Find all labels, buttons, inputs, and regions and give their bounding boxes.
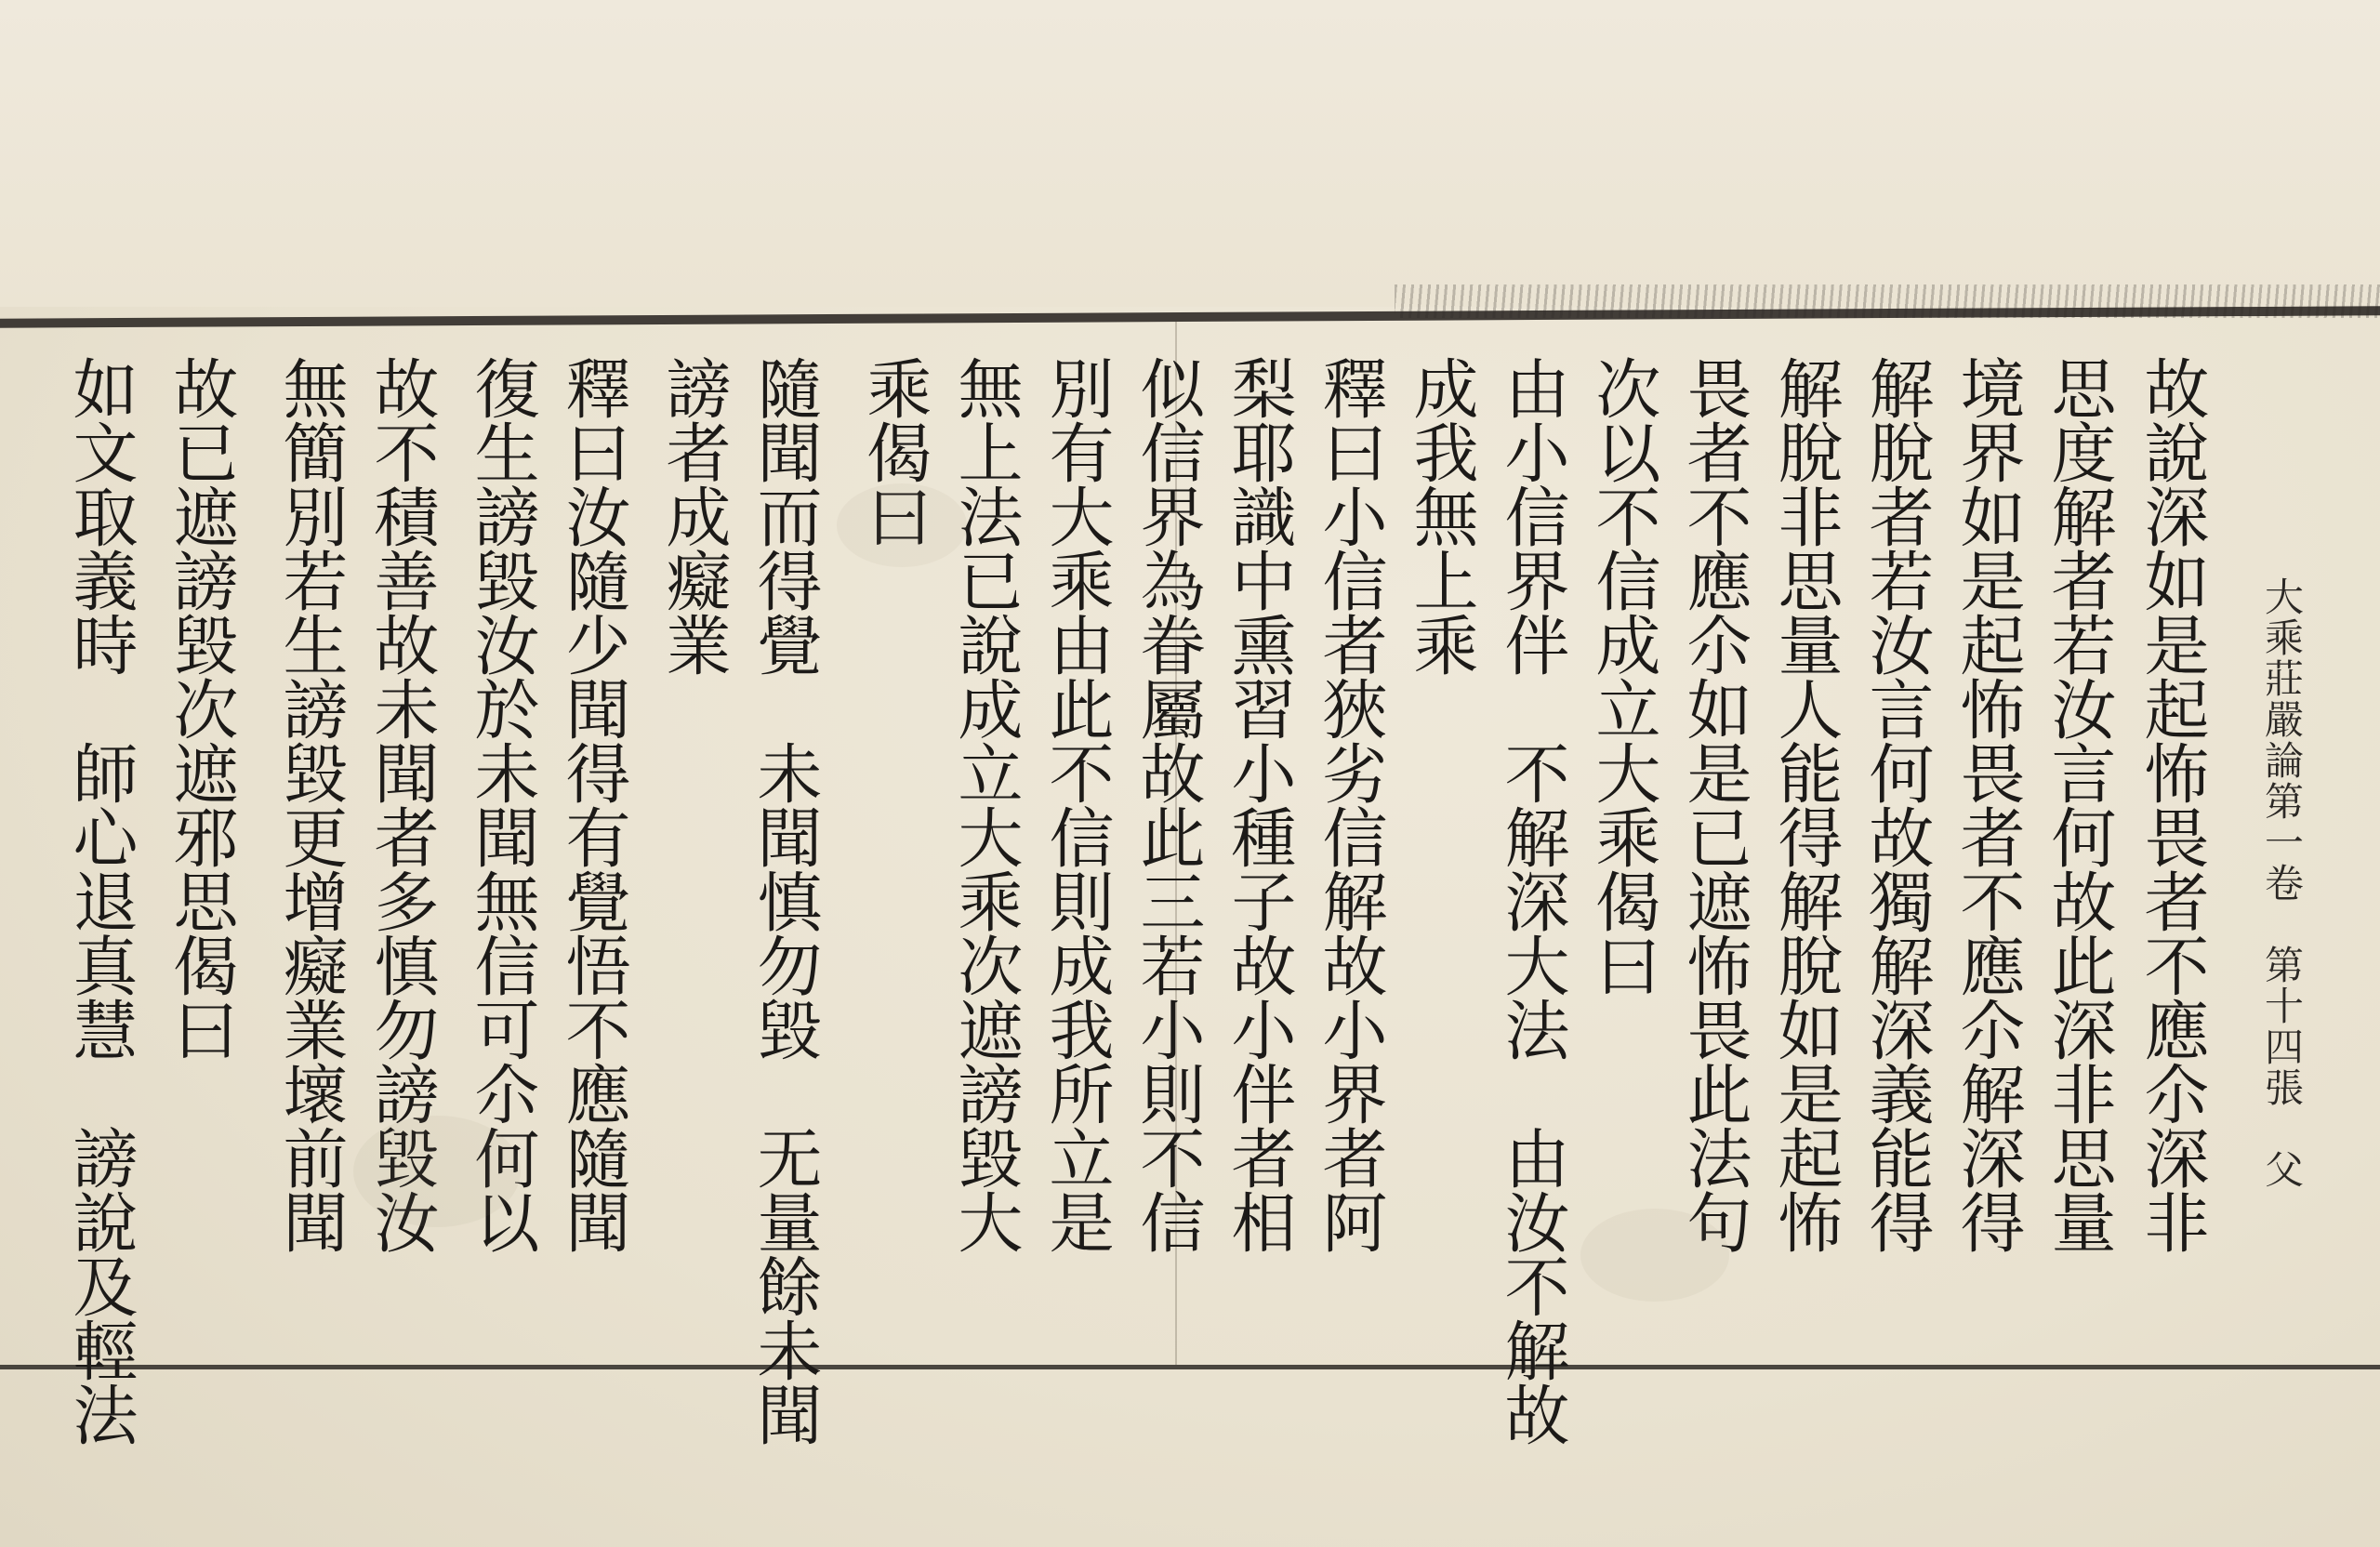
text-column-19: 復生謗毀汝於未聞無信可尒何以 (464, 355, 540, 1253)
text-column-20: 故不積善故未聞者多慎勿謗毀汝 (364, 355, 440, 1253)
paper-stain (353, 1116, 521, 1227)
text-column-4: 解脫者若汝言何故獨解深義能得 (1858, 355, 1935, 1253)
text-column-14: 無上法已說成立大乘次遮謗毀大 (947, 355, 1024, 1253)
paper-stain (837, 483, 967, 567)
text-column-8-verse: 由小信界伴 不解深大法 由汝不解故 (1494, 355, 1570, 1446)
text-column-13: 別有大乘由此不信則成我所立是 (1038, 355, 1115, 1253)
text-column-16-verse: 隨聞而得覺 未聞慎勿毀 无量餘未聞 (747, 355, 823, 1446)
paper-stain (1580, 1209, 1729, 1302)
text-column-23-verse: 如文取義時 師心退真慧 謗說及輕法 (62, 355, 139, 1446)
text-column-7: 次以不信成立大乘偈曰 (1585, 355, 1661, 997)
text-column-3: 境界如是起怖畏者不應尒解深得 (1950, 355, 2026, 1253)
text-column-17: 謗者成癡業 (655, 355, 732, 676)
text-column-9: 成我無上乘 (1403, 355, 1479, 676)
upper-blank-margin (0, 0, 2380, 307)
text-column-11: 梨耶識中熏習小種子故小伴者相 (1221, 355, 1297, 1253)
text-column-5: 解脫非思量人能得解脫如是起怖 (1767, 355, 1844, 1253)
text-column-15: 乘偈曰 (856, 355, 932, 548)
text-column-21: 無簡別若生謗毀更增癡業壞前聞 (272, 355, 349, 1253)
top-border-line (0, 306, 2380, 327)
text-column-18: 釋曰汝隨少聞得有覺悟不應隨聞 (555, 355, 631, 1253)
text-column-1: 故說深如是起怖畏者不應尒深非 (2134, 355, 2210, 1253)
text-column-22: 故已遮謗毀次遮邪思偈曰 (163, 355, 239, 1061)
text-column-10: 釋曰小信者狹劣信解故小界者阿 (1312, 355, 1388, 1253)
text-column-2: 思度解者若汝言何故此深非思量 (2041, 355, 2117, 1253)
text-column-12: 似信界為眷屬故此三若小則不信 (1130, 355, 1206, 1253)
bottom-border-line (0, 1365, 2380, 1369)
text-column-6: 畏者不應尒如是已遮怖畏此法句 (1676, 355, 1752, 1253)
margin-note-volume-sheet: 大乘莊嚴論第一卷 第十四張 父 (2259, 576, 2305, 1190)
